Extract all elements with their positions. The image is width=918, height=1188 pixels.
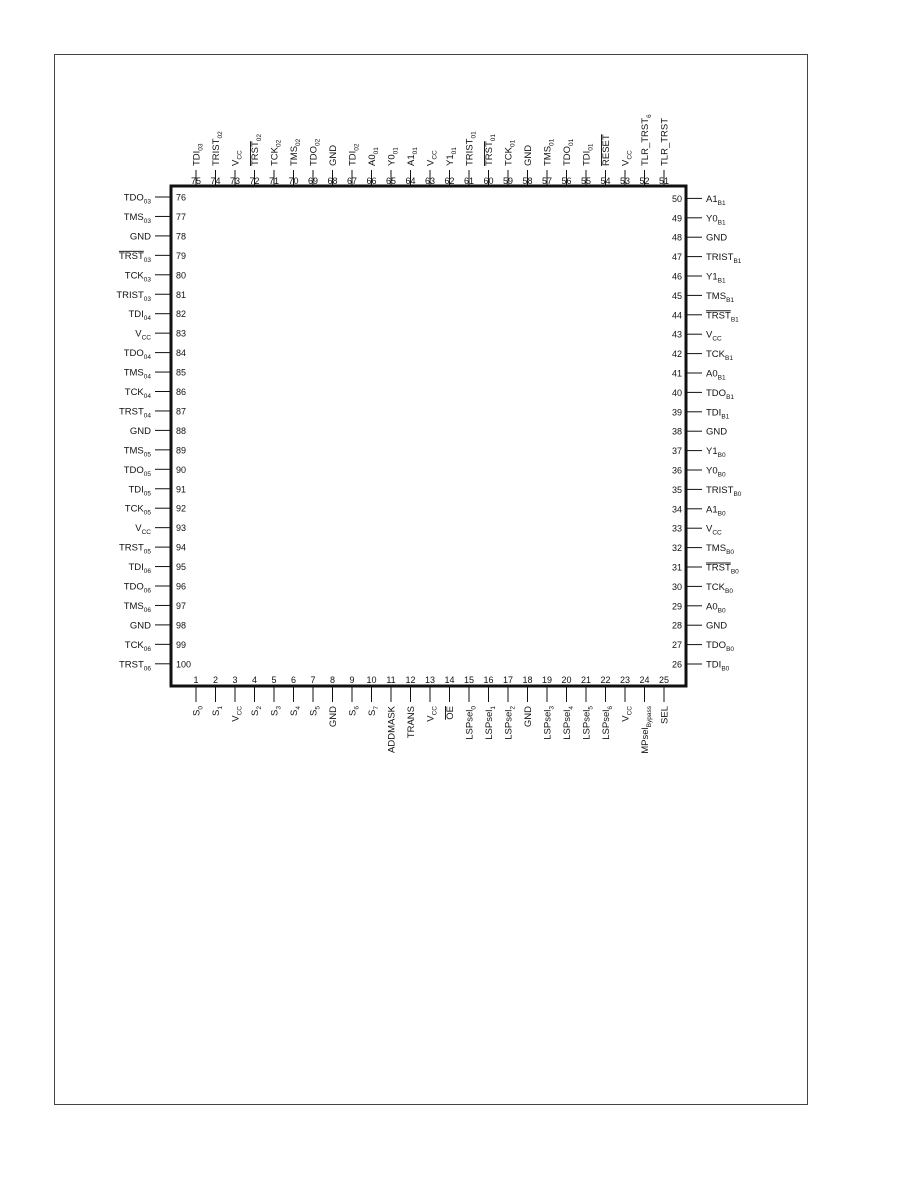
pin-90-number: 90 — [176, 464, 187, 475]
pin-42-number: 42 — [671, 349, 682, 360]
pin-7-number: 7 — [310, 675, 316, 685]
pin-28-label: GND — [706, 620, 728, 632]
pin-37-number: 37 — [671, 446, 682, 457]
pin-9-number: 9 — [349, 675, 355, 685]
pin-93-label: $V_{CC}$ — [135, 523, 151, 537]
pin-23-label: $V_{CC}$ — [620, 706, 634, 722]
pin-10-label: $S_7$ — [367, 706, 380, 716]
pin-69-label: $TDO_{02}$ — [308, 138, 322, 166]
pin-83-number: 83 — [176, 328, 187, 339]
pin-5-label: $S_3$ — [269, 706, 283, 716]
pin-97-label: $TMS_{06}$ — [123, 600, 151, 614]
pin-42-label: $TCK_{B1}$ — [706, 349, 733, 363]
pin-81-number: 81 — [176, 289, 187, 300]
pin-41-label: $A0_{B1}$ — [706, 368, 726, 382]
pin-70-label: $TMS_{02}$ — [289, 138, 302, 166]
pin-85-label: $TMS_{04}$ — [123, 367, 151, 381]
pin-80-label: $TCK_{03}$ — [124, 270, 151, 284]
pin-88-number: 88 — [176, 425, 187, 436]
pin-65-number: 65 — [385, 176, 397, 186]
pin-100-label: $TRST_{06}$ — [118, 659, 151, 673]
pin-98-label: GND — [129, 620, 151, 632]
pin-64-label: $A1_{01}$ — [406, 147, 419, 166]
pin-1-number: 1 — [193, 675, 199, 685]
pin-43-label: $V_{CC}$ — [706, 329, 722, 343]
pin-80-number: 80 — [176, 270, 187, 281]
pin-23-number: 23 — [619, 675, 631, 685]
pin-89-label: $TMS_{05}$ — [123, 445, 151, 459]
pin-14-number: 14 — [444, 675, 455, 685]
pin-14-label: OE — [445, 706, 456, 720]
pin-22-label: LSPsel$_6$ — [601, 706, 614, 740]
pin-13-number: 13 — [424, 675, 436, 685]
pin-91-number: 91 — [176, 484, 187, 495]
pin-43-number: 43 — [671, 329, 682, 340]
pin-66-label: $A0_{01}$ — [367, 147, 380, 166]
pin-84-label: $TDO_{04}$ — [123, 348, 151, 362]
pin-46-label: $Y1_{B1}$ — [706, 271, 726, 285]
pin-39-number: 39 — [671, 407, 682, 418]
pin-63-number: 63 — [424, 176, 436, 186]
pin-5-number: 5 — [271, 675, 277, 685]
pin-3-label: $V_{CC}$ — [230, 706, 244, 722]
pin-75-label: $TDI_{03}$ — [191, 143, 205, 166]
pin-6-number: 6 — [290, 675, 297, 685]
pin-8-label: GND — [328, 706, 339, 728]
pin-34-number: 34 — [671, 504, 682, 515]
pin-31-number: 31 — [671, 562, 682, 573]
pin-73-label: $V_{CC}$ — [230, 150, 244, 166]
pin-4-number: 4 — [251, 675, 258, 685]
pin-94-label: $TRST_{05}$ — [118, 542, 151, 556]
pin-99-label: $TCK_{06}$ — [124, 639, 151, 653]
pin-54-label: RESET — [601, 134, 612, 166]
pin-29-label: $A0_{B0}$ — [706, 601, 726, 615]
pin-53-number: 53 — [619, 176, 631, 186]
pin-56-label: $TDO_{01}$ — [562, 138, 575, 166]
pin-89-number: 89 — [176, 445, 187, 456]
pin-63-label: $V_{CC}$ — [425, 150, 439, 166]
pin-60-label: $TRST_{01}$ — [484, 133, 497, 166]
pin-7-label: $S_5$ — [308, 706, 322, 716]
pin-16-number: 16 — [483, 675, 494, 685]
pin-11-number: 11 — [386, 675, 396, 685]
pin-1-label: $S_0$ — [191, 706, 205, 716]
pin-48-label: GND — [706, 232, 728, 244]
pin-56-number: 56 — [561, 176, 572, 186]
pin-40-label: $TDO_{B1}$ — [706, 387, 735, 401]
pin-83-label: $V_{CC}$ — [135, 328, 151, 342]
pin-70-number: 70 — [288, 176, 299, 186]
pin-90-label: $TDO_{05}$ — [123, 464, 151, 478]
pin-28-number: 28 — [671, 620, 682, 631]
pin-67-number: 67 — [346, 176, 358, 186]
pin-55-label: $TDI_{01}$ — [581, 143, 595, 166]
pin-17-label: LSPsel$_2$ — [503, 706, 517, 740]
pin-11-label: ADDMASK — [386, 706, 398, 753]
pin-50-label: $A1_{B1}$ — [706, 193, 726, 207]
pin-73-number: 73 — [229, 176, 241, 186]
pin-15-number: 15 — [463, 675, 475, 685]
pin-33-number: 33 — [671, 523, 682, 534]
pin-74-number: 74 — [210, 176, 221, 186]
pin-18-label: GND — [523, 706, 534, 728]
pin-25-label: SEL — [659, 706, 671, 724]
pin-54-number: 54 — [600, 176, 611, 186]
pin-4-label: $S_2$ — [250, 706, 263, 716]
pin-61-label: $TRIST_{01}$ — [464, 131, 478, 166]
pin-29-number: 29 — [671, 601, 682, 612]
pin-86-number: 86 — [176, 387, 187, 397]
pin-96-number: 96 — [176, 581, 187, 592]
pin-46-number: 46 — [671, 271, 682, 282]
pin-96-label: $TDO_{06}$ — [123, 581, 151, 595]
pin-85-number: 85 — [176, 367, 187, 378]
pin-92-label: $TCK_{05}$ — [124, 503, 151, 517]
pin-45-number: 45 — [671, 290, 682, 301]
pin-30-number: 30 — [671, 581, 682, 592]
pin-15-label: LSPsel$_0$ — [464, 706, 478, 740]
pin-88-label: GND — [129, 425, 151, 437]
pin-27-label: $TDO_{B0}$ — [706, 640, 735, 654]
pin-81-label: $TRIST_{03}$ — [116, 289, 151, 303]
pin-2-number: 2 — [212, 675, 219, 685]
pin-30-label: $TCK_{B0}$ — [706, 581, 733, 595]
pin-39-label: $TDI_{B1}$ — [706, 407, 730, 421]
pin-100-number: 100 — [176, 659, 192, 670]
pin-44-number: 44 — [671, 310, 682, 321]
pin-57-label: $TMS_{01}$ — [542, 138, 556, 166]
pin-19-label: LSPsel$_3$ — [542, 706, 556, 740]
pin-32-label: $TMS_{B0}$ — [706, 543, 735, 557]
pin-22-number: 22 — [600, 675, 611, 685]
pin-21-label: LSPsel$_5$ — [581, 706, 595, 740]
pin-48-number: 48 — [671, 232, 682, 243]
pin-32-number: 32 — [671, 543, 682, 554]
pin-12-number: 12 — [405, 675, 416, 685]
pin-33-label: $V_{CC}$ — [706, 523, 722, 537]
pin-50-number: 50 — [671, 193, 682, 204]
pin-87-number: 87 — [176, 406, 187, 417]
pin-27-number: 27 — [671, 640, 682, 651]
pin-49-number: 49 — [671, 213, 682, 224]
pin-25-number: 25 — [658, 675, 670, 685]
pin-95-label: $TDI_{06}$ — [128, 562, 151, 576]
pin-76-number: 76 — [176, 192, 187, 203]
pin-87-label: $TRST_{04}$ — [118, 406, 151, 420]
pin-71-label: $TCK_{02}$ — [269, 139, 283, 166]
pin-94-number: 94 — [176, 542, 187, 553]
pin-97-number: 97 — [176, 600, 187, 611]
pin-9-label: $S_6$ — [347, 706, 361, 716]
pin-65-label: $Y0_{01}$ — [386, 147, 400, 166]
pin-20-number: 20 — [561, 675, 572, 685]
pin-49-label: $Y0_{B1}$ — [706, 213, 726, 227]
pin-57-number: 57 — [541, 176, 553, 186]
pin-16-label: LSPsel$_1$ — [484, 706, 497, 740]
pin-26-label: $TDI_{B0}$ — [706, 659, 730, 673]
pin-82-label: $TDI_{04}$ — [128, 309, 151, 323]
pin-91-label: $TDI_{05}$ — [128, 484, 151, 498]
pin-8-number: 8 — [329, 675, 336, 685]
pin-74-label: $TRIST_{02}$ — [211, 131, 224, 166]
pin-38-number: 38 — [671, 426, 682, 437]
pin-75-number: 75 — [190, 176, 202, 186]
pin-61-number: 61 — [463, 176, 475, 186]
pin-77-label: $TMS_{03}$ — [123, 211, 151, 225]
pin-95-number: 95 — [176, 562, 187, 573]
pin-41-number: 41 — [671, 368, 682, 379]
pin-40-number: 40 — [671, 387, 682, 398]
chip-body — [171, 186, 686, 686]
pin-59-label: $TCK_{01}$ — [503, 139, 517, 166]
pin-2-label: $S_1$ — [211, 706, 224, 716]
pin-64-number: 64 — [405, 176, 416, 186]
pin-59-number: 59 — [502, 176, 514, 186]
pin-62-number: 62 — [444, 176, 455, 186]
pin-86-label: $TCK_{04}$ — [124, 387, 151, 400]
pin-38-label: GND — [706, 426, 728, 438]
pin-10-number: 10 — [366, 675, 377, 685]
pin-72-label: $TRST_{02}$ — [250, 133, 263, 166]
pin-20-label: LSPsel$_4$ — [562, 706, 575, 740]
pin-69-number: 69 — [307, 176, 319, 186]
pin-58-number: 58 — [522, 176, 533, 186]
pin-12-label: TRANS — [406, 706, 417, 739]
pin-92-number: 92 — [176, 503, 187, 514]
pin-72-number: 72 — [249, 176, 260, 186]
pin-36-number: 36 — [671, 465, 682, 476]
pin-52-number: 52 — [639, 176, 650, 186]
pin-51-label: TLR_TRST — [659, 117, 671, 166]
pin-24-number: 24 — [639, 675, 650, 685]
pin-98-number: 98 — [176, 620, 187, 631]
pin-group — [116, 114, 741, 754]
pin-52-label: $TLR\_TRST_6$ — [640, 114, 653, 166]
pin-36-label: $Y0_{B0}$ — [706, 465, 726, 479]
pin-18-number: 18 — [522, 675, 533, 685]
pin-67-label: $TDI_{02}$ — [347, 143, 361, 166]
pin-68-label: GND — [328, 144, 339, 166]
pin-24-label: MPsel$_{Bypass}$ — [640, 706, 653, 754]
pin-26-number: 26 — [671, 659, 682, 670]
pin-31-label: $TRST_{B0}$ — [706, 562, 739, 576]
pin-79-label: $TRST_{03}$ — [118, 250, 151, 264]
pin-78-label: GND — [129, 231, 151, 243]
pin-17-number: 17 — [502, 675, 514, 685]
pin-55-number: 55 — [580, 176, 592, 186]
pin-84-number: 84 — [176, 348, 187, 359]
pin-47-number: 47 — [671, 252, 682, 263]
pin-66-number: 66 — [366, 176, 377, 186]
pin-58-label: GND — [523, 144, 534, 166]
pin-3-number: 3 — [232, 675, 238, 685]
pin-34-label: $A1_{B0}$ — [706, 504, 726, 518]
pin-6-label: $S_4$ — [289, 706, 302, 716]
pin-78-number: 78 — [176, 231, 187, 242]
pin-45-label: $TMS_{B1}$ — [706, 290, 735, 304]
pin-37-label: $Y1_{B0}$ — [706, 446, 726, 460]
pin-53-label: $V_{CC}$ — [620, 150, 634, 166]
pin-35-label: $TRIST_{B0}$ — [706, 484, 742, 498]
pin-79-number: 79 — [176, 250, 187, 261]
pin-93-number: 93 — [176, 523, 187, 534]
pin-60-number: 60 — [483, 176, 494, 186]
pin-13-label: $V_{CC}$ — [425, 706, 439, 722]
pin-47-label: $TRIST_{B1}$ — [706, 252, 742, 266]
pin-68-number: 68 — [327, 176, 338, 186]
pin-19-number: 19 — [541, 675, 553, 685]
pin-99-number: 99 — [176, 639, 187, 650]
pin-51-number: 51 — [658, 176, 670, 186]
pin-62-label: $Y1_{01}$ — [445, 147, 458, 166]
pin-44-label: $TRST_{B1}$ — [706, 310, 739, 324]
pin-77-number: 77 — [176, 211, 187, 222]
pin-35-number: 35 — [671, 484, 682, 495]
pin-21-number: 21 — [580, 675, 592, 685]
pin-82-number: 82 — [176, 309, 187, 320]
pin-71-number: 71 — [268, 176, 280, 186]
pin-76-label: $TDO_{03}$ — [123, 192, 151, 206]
